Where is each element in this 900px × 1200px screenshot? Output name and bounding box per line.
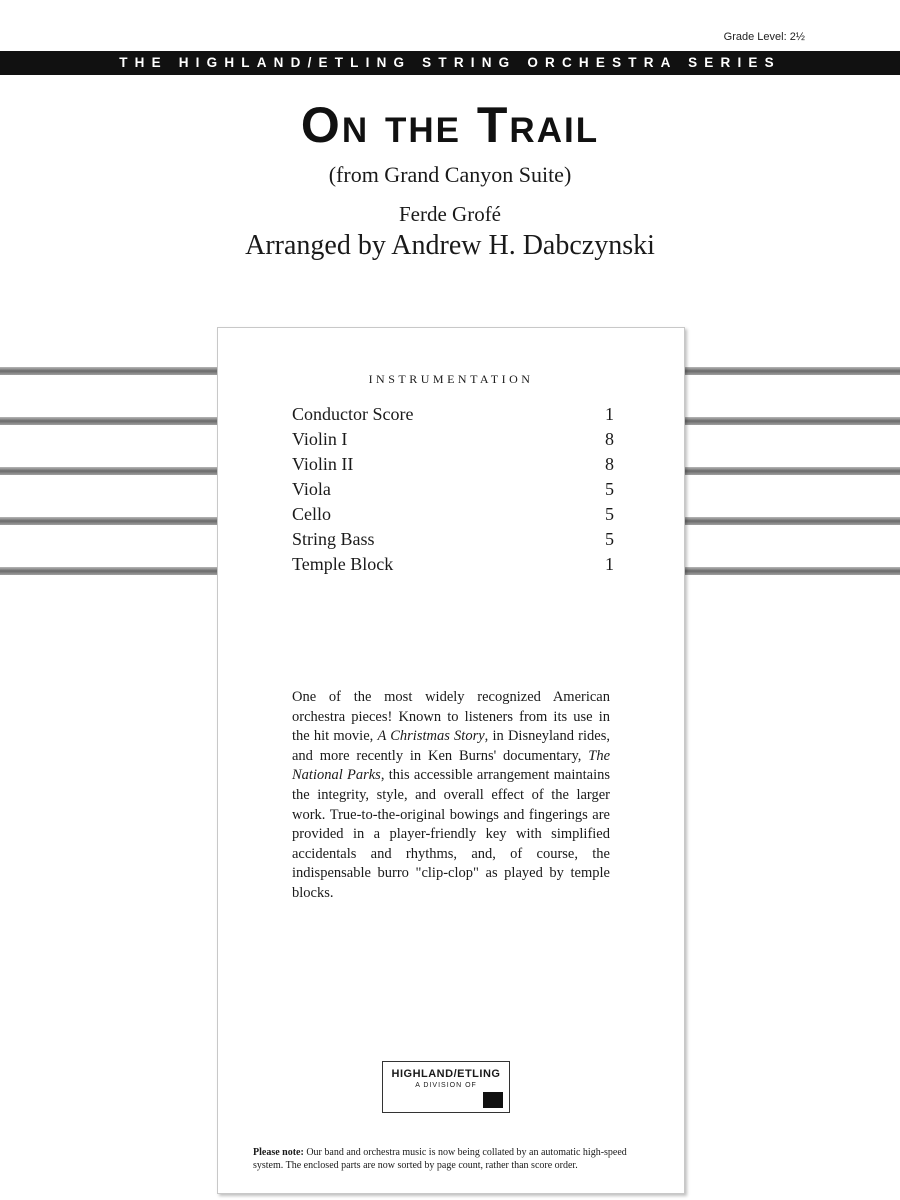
list-item (292, 427, 614, 452)
list-item (292, 502, 614, 527)
instrument-name: Cello (292, 504, 331, 524)
list-item (292, 402, 614, 427)
instrument-name: Conductor Score (292, 404, 414, 424)
footnote (253, 1146, 653, 1172)
instrument-name: String Bass (292, 529, 375, 549)
list-item (292, 477, 614, 502)
instrument-name: Temple Block (292, 554, 394, 574)
staff-line (684, 567, 900, 575)
instrument-count: 1 (605, 554, 614, 574)
grade-level: Grade Level: 2½ (723, 31, 805, 43)
subtitle: (from Grand Canyon Suite) (328, 162, 572, 187)
list-item (292, 452, 614, 477)
instrumentation-list (292, 402, 614, 577)
staff-line (0, 517, 217, 525)
composer: Ferde Grofé (398, 202, 502, 226)
staff-line (0, 367, 217, 375)
staff-line (0, 567, 217, 575)
alfred-logo-icon (483, 1092, 503, 1108)
staff-line (684, 517, 900, 525)
instrument-name: Viola (292, 479, 331, 499)
documentary-title: The National Parks (292, 747, 610, 784)
instrument-count: 5 (605, 479, 614, 499)
list-item (292, 527, 614, 552)
instrument-count: 8 (605, 454, 614, 474)
instrument-count: 5 (605, 529, 614, 549)
page-title: On the Trail (300, 97, 600, 153)
instrument-count: 8 (605, 429, 614, 449)
note-label: Please note: (253, 1147, 304, 1158)
instrumentation-heading: INSTRUMENTATION (368, 372, 534, 386)
staff-line (684, 417, 900, 425)
staff-line (0, 417, 217, 425)
arranger: Arranged by Andrew H. Dabczynski (245, 230, 655, 261)
list-item (292, 552, 614, 577)
description-text: One of the most widely recognized American orchestra pieces! Known to listeners from its use in the hit movie, A Christmas Story, in Disneyland rides, and more recently in Ken Burns' documentary, The National Parks, this accessible arrangement maintains the integrity, style, and overall effect of the larger work. True-to-the-original bowings and fingerings are provided in a player-friendly key with simplified accidentals and rhythms, and, of course, the indispensable burro "clip-clop" as played by temple blocks. (292, 689, 611, 901)
note-text: Our band and orchestra music is now being collated by an automatic high-speed system. The enclosed parts are now sorted by page count, rather than score order. (253, 1147, 627, 1171)
instrument-name: Violin I (292, 429, 348, 449)
series-banner: THE HIGHLAND/ETLING STRING ORCHESTRA SERIES (0, 51, 900, 75)
staff-line (0, 467, 217, 475)
staff-line (684, 367, 900, 375)
movie-title: A Christmas Story (377, 728, 485, 745)
instrument-name: Violin II (292, 454, 354, 474)
instrument-count: 5 (605, 504, 614, 524)
publisher-logo: HIGHLAND/ETLING A DIVISION OF (382, 1061, 510, 1113)
staff-line (684, 467, 900, 475)
instrument-count: 1 (605, 404, 614, 424)
